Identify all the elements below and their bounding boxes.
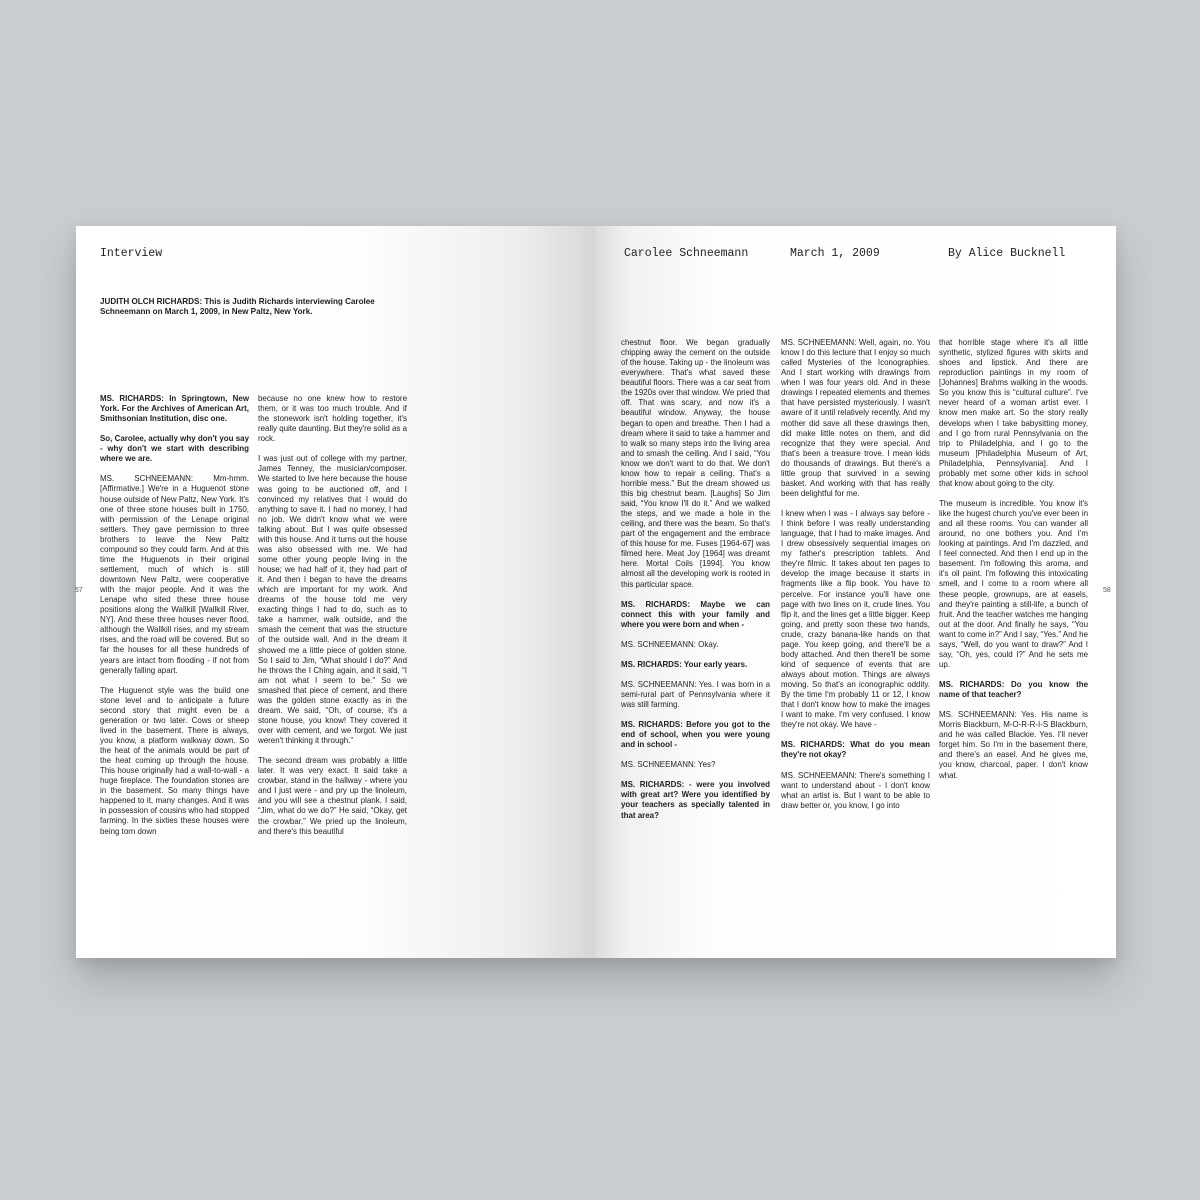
interview-paragraph: MS. SCHNEEMANN: Yes. His name is Morris Blackburn, M-O-R-R-I-S Blackburn, and he was called Blackie. Yes. I'll never forget him. So I'm in the basement there, and there's an easel. And he gives me, you know, charcoal, paper. I don't know what. xyxy=(939,710,1088,780)
left-column-2 xyxy=(258,394,407,928)
interviewer-question: MS. RICHARDS: - were you involved with great art? Were you identified by your teachers as specially talented in that area? xyxy=(621,780,770,820)
interviewer-question: MS. RICHARDS: Before you got to the end of school, when you were young and in school - xyxy=(621,720,770,750)
interview-paragraph: MS. SCHNEEMANN: Yes? xyxy=(621,760,716,770)
interviewer-question: MS. RICHARDS: What do you mean they're not okay? xyxy=(781,740,930,760)
left-page xyxy=(76,226,596,958)
right-column-3 xyxy=(939,338,1088,928)
interview-paragraph: I was just out of college with my partner, James Tenney, the musician/composer. We started to live here because the house was going to be auctioned off, and I convinced my relatives that I would do anything to save it. I had no money, I had no job. We didn't know what we were talking about. But I was quite obsessed with this house. And it turns out the house was also obsessed with me. We had some other young people living in the house; we had half of it, they had part of it. And then I began to have the dreams which are important for my work. And dreams of the house told me very exacting things I had to do, such as to take a hammer, walk outside, and the smash the cement that was the structure of the outside wall. And in the dream it showed me a little piece of golden stone. So I said to Jim, “What should I do?” And he throws the I Ching again, and it said, “I am not what I seem to be.” So we smashed that piece of cement, and there was the golden stone exactly as in the dream. We said, “Oh, of course, it's a stone house, you know! They covered it over with cement, and we forgot. We just weren't thinking it through.” xyxy=(258,454,407,746)
interview-paragraph: The Huguenot style was the build one stone level and to anticipate a future second story that might even be a generation or two later. Cows or sheep lived in the basement. There is always, you know, a platform walkway down. So the heat of the animals would be part of the heat coming up through the house. This house originally had a wall-to-wall - a huge fireplace. The foundation stones are in the basement. So many things have happened to it, many changes. And it was in possession of cousins who had stopped farming. In the sixties these houses were being torn down xyxy=(100,685,249,836)
page-number-left: 57 xyxy=(75,587,83,594)
interviewer-question: So, Carolee, actually why don't you say - why don't we start with describing where we are. xyxy=(100,434,249,464)
running-head-date: March 1, 2009 xyxy=(790,247,880,260)
left-column-1 xyxy=(100,394,249,928)
interviewer-question: MS. RICHARDS: Your early years. xyxy=(621,659,748,669)
page-number-right: 58 xyxy=(1103,587,1111,594)
interviewer-question: MS. RICHARDS: In Springtown, New York. For the Archives of American Art, Smithsonian Institution, disc one. xyxy=(100,394,249,424)
interview-paragraph: that horrible stage where it's all little synthetic, stylized figures with skirts and shoes and lipstick. And there are reproduction paintings in my room of [Johannes] Brahms walking in the woods. So you know this is “cultural culture”. I've never heard of a woman artist ever. I know men make art. So the story really develops when I take babysitting money, and I go from rural Pennsylvania on the trip to Philadelphia, and I go to the museum [Philadelphia Museum of Art, Philadelphia, Pennsylvania]. And I probably met some other kids in school that know about going to the city. xyxy=(939,338,1088,488)
interviewer-question: MS. RICHARDS: Do you know the name of that teacher? xyxy=(939,680,1088,700)
interview-paragraph: MS. SCHNEEMANN: Yes. I was born in a semi-rural part of Pennsylvania where it was still farming. xyxy=(621,679,770,709)
interview-paragraph: The second dream was probably a little later. It was very exact. It said take a crowbar, stand in the hallway - where you and I just were - and pry up the linoleum, and you will see a chestnut plank. I said, “Jim, what do we do?” He said, “Okay, get the crowbar.” We pried up the linoleum, and there's this beautiful xyxy=(258,756,407,836)
running-head-name: Carolee Schneemann xyxy=(624,247,749,260)
interview-paragraph: chestnut floor. We began gradually chipping away the cement on the outside of the house. Taking up - the linoleum was everywhere. That's what saved these beautiful floors. There was a car seat from the 1920s over that window. We pried that off. That was scary, and now it's a beautiful window. Anyway, the house began to open and breathe. Then I had a dream where it said to take a hammer and to walk so many steps into the living area and to smash the ceiling. And I said, “You know we don't want to do that. We don't know how to repair a ceiling. That's a horrible mess.” But the dream showed us this big chestnut beam. [Laughs] So Jim said, “You know I'll do it.” And we walked the steps, and we made a hole in the ceiling, and there was the beam. So that's part of the engagement and the embrace of this house for me. Fuses [1964-67] was filmed here. Meat Joy [1964] was dreamt here. Mortal Coils [1994]. You know almost all the developing work is rooted in this particular space. xyxy=(621,338,770,589)
interview-paragraph: The museum is incredible. You know it's like the hugest church you've ever been in and all these rooms. You can wander all around, no one bothers you. And I'm looking at paintings. And I'm dazzled, and I feel connected. And then I end up in the basement. I'm following this aroma, and it's oil paint. I'm following this intoxicating smell, and I come to a room where all these people, grownups, are at easels, and they're painting a still-life, a bunch of fruit. And the teacher watches me hanging out at the door. And finally he says, “You want to come in?” And I say, “Yes.” And he says, “Well, do you want to draw?” And I say, “Oh, yes, could I?” And he sets me up. xyxy=(939,498,1088,669)
interview-paragraph: MS. SCHNEEMANN: Okay. xyxy=(621,639,719,649)
right-page xyxy=(596,226,1116,958)
book-spread xyxy=(76,226,1116,958)
interview-paragraph: because no one knew how to restore them, or it was too much trouble. And if the stonework isn't holding together, it's really quite daunting. But they're solid as a rock. xyxy=(258,394,407,444)
interview-paragraph: MS. SCHNEEMANN: Mm-hmm. [Affirmative.] We're in a Huguenot stone house outside of New Paltz, New York. It's one of three stone houses built in 1750, with permission of the Lenape original settlers. They gave permission to three brothers to leave the New Paltz compound so they could farm. And at this time the Huguenots in their original settlement, much of which is still downtown New Paltz, were cooperative with the major people. And it was the Lenape who sited these three house positions along the Wallkill [Wallkill River, NY]. And these three houses never flood, although the Wallkill rises, and my stream rises, and the road will be covered. But so far the houses for all these hundreds of years are intact from flooding - if not from generally falling apart. xyxy=(100,474,249,675)
right-column-2 xyxy=(781,338,930,928)
intro-paragraph: JUDITH OLCH RICHARDS: This is Judith Richards interviewing Carolee Schneemann on March 1, 2009, in New Paltz, New York. xyxy=(100,297,375,316)
interview-paragraph: MS. SCHNEEMANN: There's something I want to understand about - I don't know what an artist is. But I want to be able to draw better or, you know, I go into xyxy=(781,770,930,810)
running-head-author: By Alice Bucknell xyxy=(948,247,1066,260)
interview-paragraph: MS. SCHNEEMANN: Well, again, no. You know I do this lecture that I enjoy so much called Mysteries of the Iconographies. And I start working with drawings from when I was four years old. And in these drawings I repeated elements and themes that have persisted mysteriously. I wasn't aware of it until relatively recently. And my mother did save all these drawings then, did make little notes on them, and did recognize that they were special. And that's been a treasure trove. I mean kids do thousands of drawings. But there's a little group that survived in a sewing basket. And working with that has really been delightful for me. xyxy=(781,338,930,498)
interview-paragraph: I knew when I was - I always say before - I think before I was really understanding language, that I had to make images. And I drew obsessively sequential images on my father's prescription tablets. And they're filmic. It takes about ten pages to develop the image because it starts in fragments like a flip book. You have to perceive. For instance you'll have one page with two lines on it, crude lines. You flip it, and the lines get a little bigger. Keep going, and pretty soon these two hands, crude, crazy banana-like hands on that page. You keep going, and there'll be a body attached. And then there'll be some kind of sequence of events that are always about motion. Things are always moving. So that's an iconographic oddity. By the time I'm probably 11 or 12, I know that I don't know how to make the images I want to make. I'm very confused. I know they're not okay. We have - xyxy=(781,509,930,730)
running-head-section: Interview xyxy=(100,247,163,260)
right-column-1 xyxy=(621,338,770,928)
interviewer-question: MS. RICHARDS: Maybe we can connect this with your family and where you were born and when - xyxy=(621,599,770,629)
